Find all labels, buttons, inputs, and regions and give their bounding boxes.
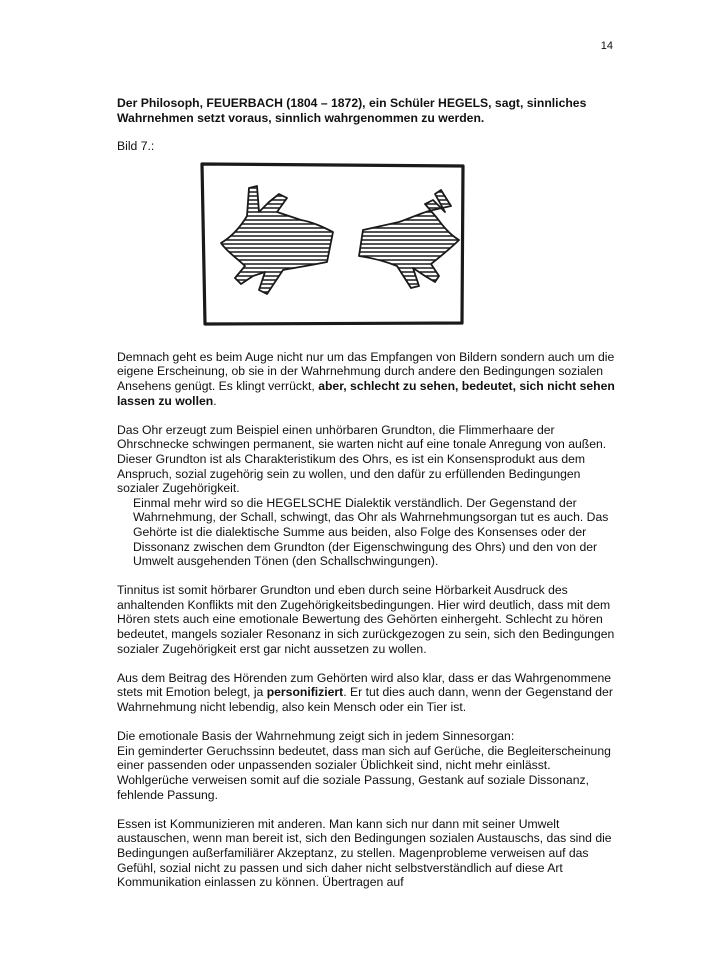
paragraph-personification-end: . Er tut dies auch dann, wenn der Gegenstand der Wahrnehmung nicht lebendig, also kein Mensch oder ein Tier ist.: [117, 685, 613, 715]
intro-paragraph: Der Philosoph, FEUERBACH (1804 – 1872), ein Schüler HEGELS, sagt, sinnliches Wahrnehmen setzt voraus, sinnlich wahrgenommen zu werden.: [117, 96, 587, 125]
paragraph-personification: [117, 671, 617, 715]
paragraph-personification-emphasis: personifiziert: [266, 685, 344, 700]
paragraph-personification-text: Aus dem Beitrag des Hörenden zum Gehörten wird also klar, dass er das Wahrgenommene stets mit Emotion belegt, ja: [117, 670, 612, 700]
paragraph-tinnitus: Tinnitus ist somit hörbarer Grundton und eben durch seine Hörbarkeit Ausdruck des anhaltenden Konflikts mit den Zugehörigkeitsbedingungen. Hier wird deutlich, dass mit dem Hören stets auch eine emotionale Bewertung des Gehörten einhergeht. Schlecht zu hören bedeutet, mangels sozialer Resonanz in sich zurückgezogen zu sein, sich den Bedingungen sozialer Zugehörigkeit erst gar nicht aussetzen zu wollen.: [117, 583, 615, 656]
paragraph-eye-text: Demnach geht es beim Auge nicht nur um das Empfangen von Bildern sondern auch um die eigene Erscheinung, ob sie in der Wahrnehmung durch andere den Bedingungen sozialen Ansehens genügt. Es klingt verrückt,: [117, 349, 615, 393]
paragraph-eye-emphasis: aber, schlecht zu sehen, bedeutet, sich nicht sehen lassen zu wollen: [117, 378, 615, 408]
page-number: 14: [600, 40, 613, 52]
document-body: [117, 96, 617, 904]
paragraph-ear: Das Ohr erzeugt zum Beispiel einen unhörbaren Grundton, die Flimmerhaare der Ohrschnecke schwingen permanent, sie warten nicht auf eine tonale Anregung von außen. Dieser Grundton ist als Charakteristikum des Ohrs, es ist ein Konsensprodukt aus dem Anspruch, sozial zugehörig sein zu wollen, und den dafür zu erfüllenden Bedingungen sozialer Zugehörigkeit.: [117, 422, 607, 496]
paragraph-eating: Essen ist Kommunizieren mit anderen. Man kann sich nur dann mit seiner Umwelt austauschen, wenn man bereit ist, sich den Bedingungen sozialen Austauschs, das sind die Bedingungen außerfamiliärer Akzeptanz, zu stellen. Magenprobleme verweisen auf das Gefühl, sozial nicht zu passen und sich daher nicht selbstverständlich auf diese Art Kommunikation einlassen zu können. Übertragen auf: [117, 816, 612, 890]
figure-caption: Bild 7.:: [117, 139, 155, 154]
two-hatched-hands-icon: [197, 158, 467, 330]
paragraph-eye-end: .: [213, 393, 217, 408]
paragraph-eye: [117, 350, 617, 408]
paragraph-emotional-basis: Die emotionale Basis der Wahrnehmung zeigt sich in jedem Sinnesorgan:: [117, 729, 515, 744]
paragraph-hegel-quote: Einmal mehr wird so die HEGELSCHE Dialektik verständlich. Der Gegenstand der Wahrnehmung, der Schall, schwingt, das Ohr als Wahrnehmungsorgan tut es auch. Das Gehörte ist die dialektische Summe aus beiden, also Folge des Konsenses oder der Dissonanz zwischen dem Grundton (der Eigenschwingung des Ohrs) und den von der Umwelt ausgehenden Tönen (den Schallschwingungen).: [133, 495, 609, 569]
paragraph-smell: Ein geminderter Geruchssinn bedeutet, dass man sich auf Gerüche, die Begleiterscheinung einer passenden oder unpassenden sozialer Üblichkeit sind, nicht mehr einlässt. Wohlgerüche verweisen somit auf die soziale Passung, Gestank auf soziale Dissonanz, fehlende Passung.: [117, 743, 611, 802]
hands-figure: [197, 158, 467, 330]
